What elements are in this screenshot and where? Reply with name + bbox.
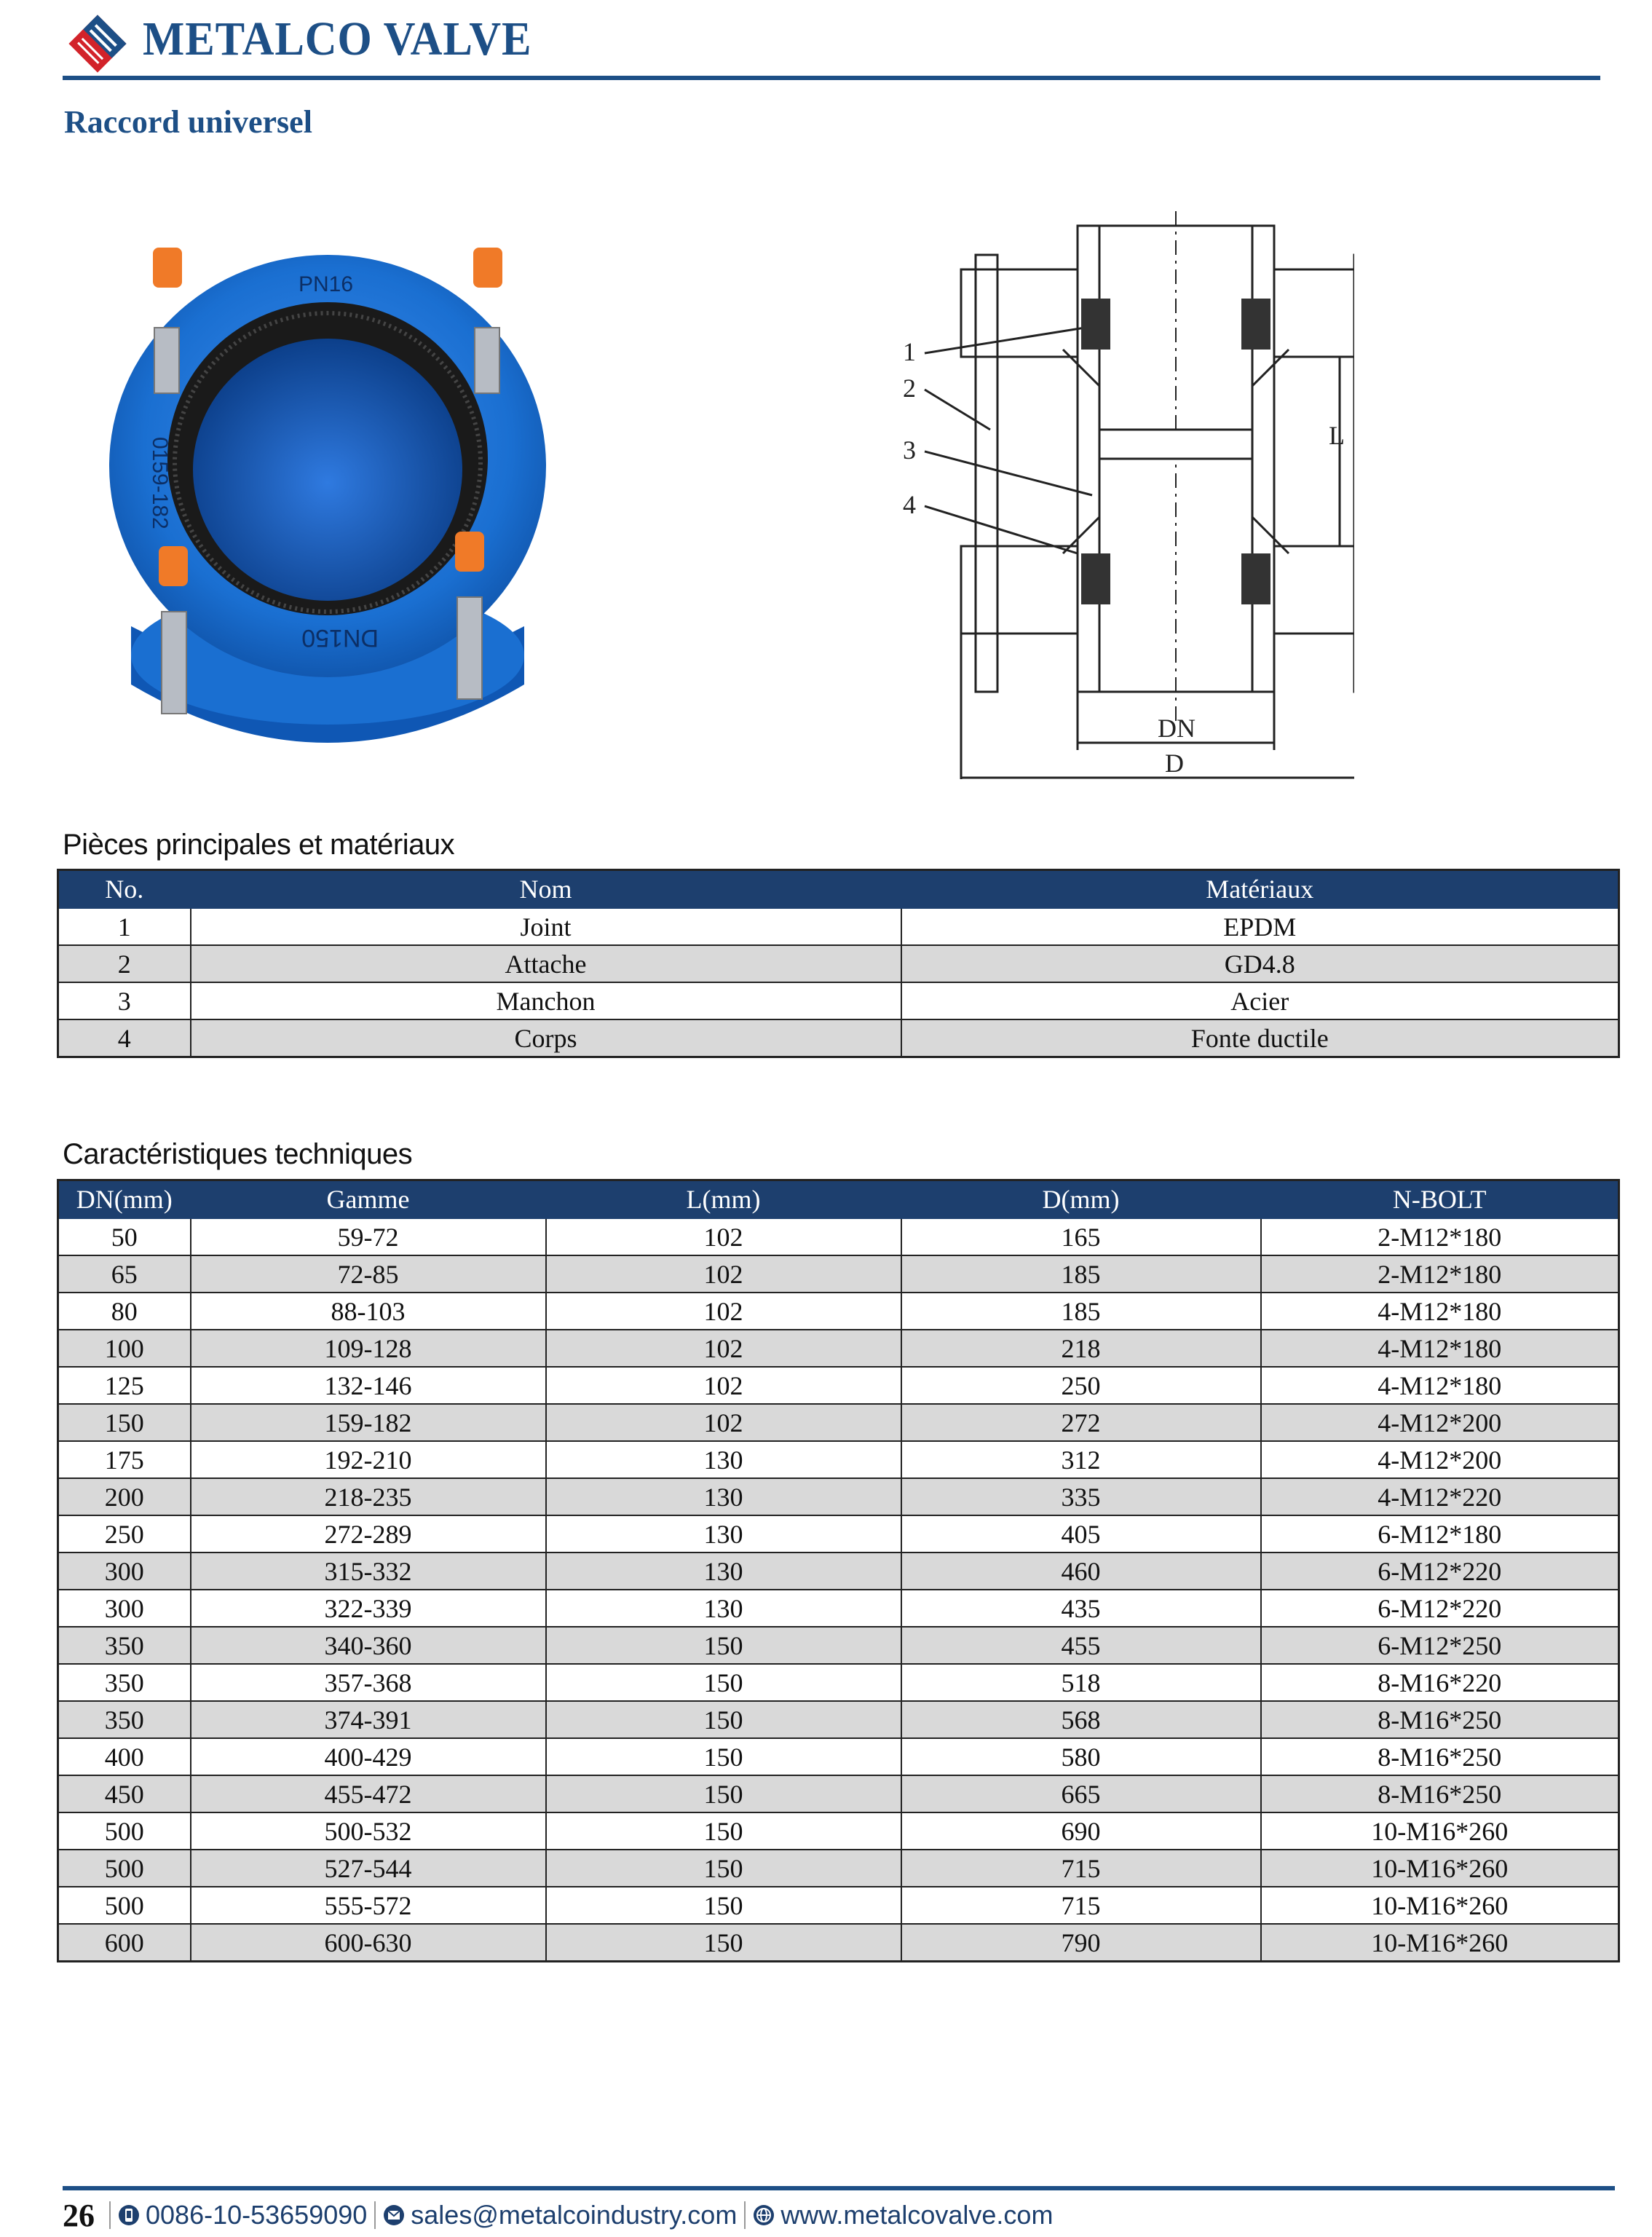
specs-table-row	[58, 1590, 1619, 1627]
specs-table	[57, 1179, 1620, 1962]
specs-table-cell: 10-M16*260	[1261, 1887, 1619, 1924]
page-number: 26	[63, 2197, 95, 2233]
specs-table-cell: 218-235	[191, 1478, 546, 1515]
specs-table-cell: 150	[546, 1627, 901, 1664]
specs-table-cell: 102	[546, 1218, 901, 1255]
cross-section-diagram	[874, 211, 1354, 779]
dim-D-label: D	[1165, 749, 1184, 778]
specs-table-cell: 715	[901, 1850, 1261, 1887]
specs-table-row	[58, 1738, 1619, 1775]
specs-table-row	[58, 1515, 1619, 1553]
specs-table-row	[58, 1775, 1619, 1812]
specs-col-bolt: N-BOLT	[1261, 1180, 1619, 1219]
footer-email[interactable]: sales@metalcoindustry.com	[411, 2200, 738, 2230]
specs-table-row	[58, 1664, 1619, 1701]
specs-table-cell: 4-M12*180	[1261, 1293, 1619, 1330]
specs-table-cell: 72-85	[191, 1255, 546, 1293]
header-divider	[63, 76, 1600, 80]
specs-col-range: Gamme	[191, 1180, 546, 1219]
specs-table-cell: 150	[58, 1404, 191, 1441]
specs-table-cell: 159-182	[191, 1404, 546, 1441]
specs-table-cell: 450	[58, 1775, 191, 1812]
parts-table-row	[58, 908, 1619, 945]
phone-icon	[118, 2204, 140, 2226]
specs-table-cell: 2-M12*180	[1261, 1255, 1619, 1293]
specs-table-cell: 125	[58, 1367, 191, 1404]
specs-table-cell: 357-368	[191, 1664, 546, 1701]
specs-table-cell: 132-146	[191, 1367, 546, 1404]
parts-table-cell: Attache	[191, 945, 901, 982]
parts-table-cell: Joint	[191, 908, 901, 945]
callout-4: 4	[903, 490, 916, 519]
parts-table-cell: GD4.8	[901, 945, 1619, 982]
specs-table-cell: 500	[58, 1812, 191, 1850]
specs-table-cell: 130	[546, 1515, 901, 1553]
specs-table-cell: 130	[546, 1478, 901, 1515]
parts-header-row	[58, 870, 1619, 909]
specs-table-row	[58, 1812, 1619, 1850]
specs-table-cell: 10-M16*260	[1261, 1924, 1619, 1962]
specs-table-cell: 4-M12*180	[1261, 1330, 1619, 1367]
specs-table-row	[58, 1701, 1619, 1738]
specs-table-cell: 150	[546, 1850, 901, 1887]
specs-table-cell: 272	[901, 1404, 1261, 1441]
specs-section-title: Caractéristiques techniques	[63, 1138, 413, 1170]
page-title: Raccord universel	[64, 104, 312, 140]
specs-table-cell: 715	[901, 1887, 1261, 1924]
specs-table-cell: 130	[546, 1590, 901, 1627]
specs-table-cell: 315-332	[191, 1553, 546, 1590]
parts-table-row	[58, 982, 1619, 1019]
callout-3: 3	[903, 435, 916, 465]
product-photo	[109, 218, 546, 779]
parts-col-name: Nom	[191, 870, 901, 909]
globe-icon	[753, 2204, 775, 2226]
specs-table-cell: 455-472	[191, 1775, 546, 1812]
specs-table-cell: 350	[58, 1701, 191, 1738]
specs-table-cell: 102	[546, 1255, 901, 1293]
parts-table-cell: 1	[58, 908, 191, 945]
mail-icon	[383, 2204, 405, 2226]
specs-table-cell: 150	[546, 1887, 901, 1924]
parts-table-cell: Acier	[901, 982, 1619, 1019]
specs-table-row	[58, 1293, 1619, 1330]
specs-table-cell: 175	[58, 1441, 191, 1478]
specs-table-cell: 335	[901, 1478, 1261, 1515]
specs-table-cell: 150	[546, 1812, 901, 1850]
specs-table-cell: 250	[901, 1367, 1261, 1404]
specs-table-cell: 150	[546, 1664, 901, 1701]
specs-table-cell: 460	[901, 1553, 1261, 1590]
photo-marking-pn: PN16	[299, 272, 354, 296]
photo-marking-range: 0159-182	[148, 437, 172, 529]
specs-table-cell: 102	[546, 1293, 901, 1330]
specs-table-cell: 350	[58, 1664, 191, 1701]
callout-2: 2	[903, 374, 916, 403]
specs-table-cell: 665	[901, 1775, 1261, 1812]
specs-table-cell: 192-210	[191, 1441, 546, 1478]
specs-table-cell: 272-289	[191, 1515, 546, 1553]
specs-table-cell: 150	[546, 1738, 901, 1775]
footer-phone: 0086-10-53659090	[146, 2200, 368, 2230]
specs-table-cell: 100	[58, 1330, 191, 1367]
parts-table-cell: 3	[58, 982, 191, 1019]
specs-table-cell: 150	[546, 1924, 901, 1962]
specs-table-cell: 500-532	[191, 1812, 546, 1850]
specs-table-cell: 455	[901, 1627, 1261, 1664]
parts-section-title: Pièces principales et matériaux	[63, 829, 455, 861]
specs-table-row	[58, 1478, 1619, 1515]
footer-website[interactable]: www.metalcovalve.com	[780, 2200, 1054, 2230]
specs-table-cell: 300	[58, 1590, 191, 1627]
specs-table-row	[58, 1850, 1619, 1887]
parts-table-row	[58, 1019, 1619, 1057]
specs-table-cell: 59-72	[191, 1218, 546, 1255]
specs-table-cell: 65	[58, 1255, 191, 1293]
specs-table-cell: 150	[546, 1775, 901, 1812]
parts-table-cell: 2	[58, 945, 191, 982]
specs-table-cell: 405	[901, 1515, 1261, 1553]
specs-table-cell: 790	[901, 1924, 1261, 1962]
parts-table-cell: 4	[58, 1019, 191, 1057]
specs-table-row	[58, 1887, 1619, 1924]
specs-table-cell: 6-M12*180	[1261, 1515, 1619, 1553]
specs-table-cell: 6-M12*220	[1261, 1590, 1619, 1627]
specs-table-row	[58, 1404, 1619, 1441]
specs-table-cell: 374-391	[191, 1701, 546, 1738]
specs-table-cell: 8-M16*250	[1261, 1701, 1619, 1738]
footer-separator	[374, 2201, 376, 2229]
specs-table-cell: 350	[58, 1627, 191, 1664]
parts-table-cell: Manchon	[191, 982, 901, 1019]
specs-table-cell: 555-572	[191, 1887, 546, 1924]
dim-DN-label: DN	[1158, 714, 1195, 743]
specs-table-cell: 527-544	[191, 1850, 546, 1887]
specs-table-cell: 50	[58, 1218, 191, 1255]
specs-table-cell: 218	[901, 1330, 1261, 1367]
specs-table-cell: 102	[546, 1367, 901, 1404]
specs-table-row	[58, 1553, 1619, 1590]
specs-table-cell: 6-M12*220	[1261, 1553, 1619, 1590]
specs-table-cell: 4-M12*200	[1261, 1441, 1619, 1478]
parts-table-cell: Corps	[191, 1019, 901, 1057]
specs-table-row	[58, 1924, 1619, 1962]
specs-table-cell: 400	[58, 1738, 191, 1775]
dim-L-label: L	[1329, 421, 1345, 450]
parts-table-cell: EPDM	[901, 908, 1619, 945]
footer	[63, 2193, 1053, 2237]
specs-table-cell: 518	[901, 1664, 1261, 1701]
specs-table-cell: 250	[58, 1515, 191, 1553]
specs-table-cell: 600-630	[191, 1924, 546, 1962]
specs-table-cell: 4-M12*220	[1261, 1478, 1619, 1515]
specs-table-cell: 435	[901, 1590, 1261, 1627]
specs-table-cell: 340-360	[191, 1627, 546, 1664]
photo-marking-dn: DN150	[301, 624, 379, 652]
specs-table-cell: 4-M12*180	[1261, 1367, 1619, 1404]
specs-table-cell: 8-M16*250	[1261, 1738, 1619, 1775]
specs-table-cell: 185	[901, 1255, 1261, 1293]
specs-table-cell: 102	[546, 1330, 901, 1367]
specs-header-row	[58, 1180, 1619, 1219]
specs-table-cell: 300	[58, 1553, 191, 1590]
specs-table-cell: 109-128	[191, 1330, 546, 1367]
specs-table-cell: 500	[58, 1887, 191, 1924]
specs-table-cell: 2-M12*180	[1261, 1218, 1619, 1255]
parts-col-material: Matériaux	[901, 870, 1619, 909]
specs-table-cell: 600	[58, 1924, 191, 1962]
specs-table-cell: 200	[58, 1478, 191, 1515]
specs-table-row	[58, 1367, 1619, 1404]
footer-separator	[109, 2201, 111, 2229]
specs-table-cell: 580	[901, 1738, 1261, 1775]
specs-table-cell: 130	[546, 1553, 901, 1590]
specs-table-cell: 690	[901, 1812, 1261, 1850]
callout-1: 1	[903, 337, 916, 366]
specs-col-d: D(mm)	[901, 1180, 1261, 1219]
specs-table-cell: 568	[901, 1701, 1261, 1738]
specs-table-row	[58, 1218, 1619, 1255]
brand-name: METALCO VALVE	[143, 12, 532, 66]
specs-col-dn: DN(mm)	[58, 1180, 191, 1219]
specs-table-cell: 322-339	[191, 1590, 546, 1627]
specs-table-row	[58, 1330, 1619, 1367]
specs-table-cell: 500	[58, 1850, 191, 1887]
parts-table-cell: Fonte ductile	[901, 1019, 1619, 1057]
specs-table-cell: 165	[901, 1218, 1261, 1255]
specs-table-cell: 185	[901, 1293, 1261, 1330]
specs-table-cell: 10-M16*260	[1261, 1812, 1619, 1850]
specs-table-cell: 8-M16*250	[1261, 1775, 1619, 1812]
specs-table-cell: 4-M12*200	[1261, 1404, 1619, 1441]
specs-table-cell: 130	[546, 1441, 901, 1478]
specs-table-cell: 150	[546, 1701, 901, 1738]
specs-table-row	[58, 1441, 1619, 1478]
specs-table-row	[58, 1627, 1619, 1664]
specs-table-cell: 102	[546, 1404, 901, 1441]
specs-table-row	[58, 1255, 1619, 1293]
specs-table-cell: 88-103	[191, 1293, 546, 1330]
specs-table-cell: 400-429	[191, 1738, 546, 1775]
metalco-logo-icon	[64, 10, 131, 77]
specs-table-cell: 8-M16*220	[1261, 1664, 1619, 1701]
parts-col-no: No.	[58, 870, 191, 909]
parts-table	[57, 869, 1620, 1058]
specs-table-cell: 10-M16*260	[1261, 1850, 1619, 1887]
specs-table-cell: 80	[58, 1293, 191, 1330]
specs-table-cell: 312	[901, 1441, 1261, 1478]
specs-table-cell: 6-M12*250	[1261, 1627, 1619, 1664]
footer-divider	[63, 2186, 1615, 2190]
specs-col-l: L(mm)	[546, 1180, 901, 1219]
footer-separator	[744, 2201, 746, 2229]
parts-table-row	[58, 945, 1619, 982]
